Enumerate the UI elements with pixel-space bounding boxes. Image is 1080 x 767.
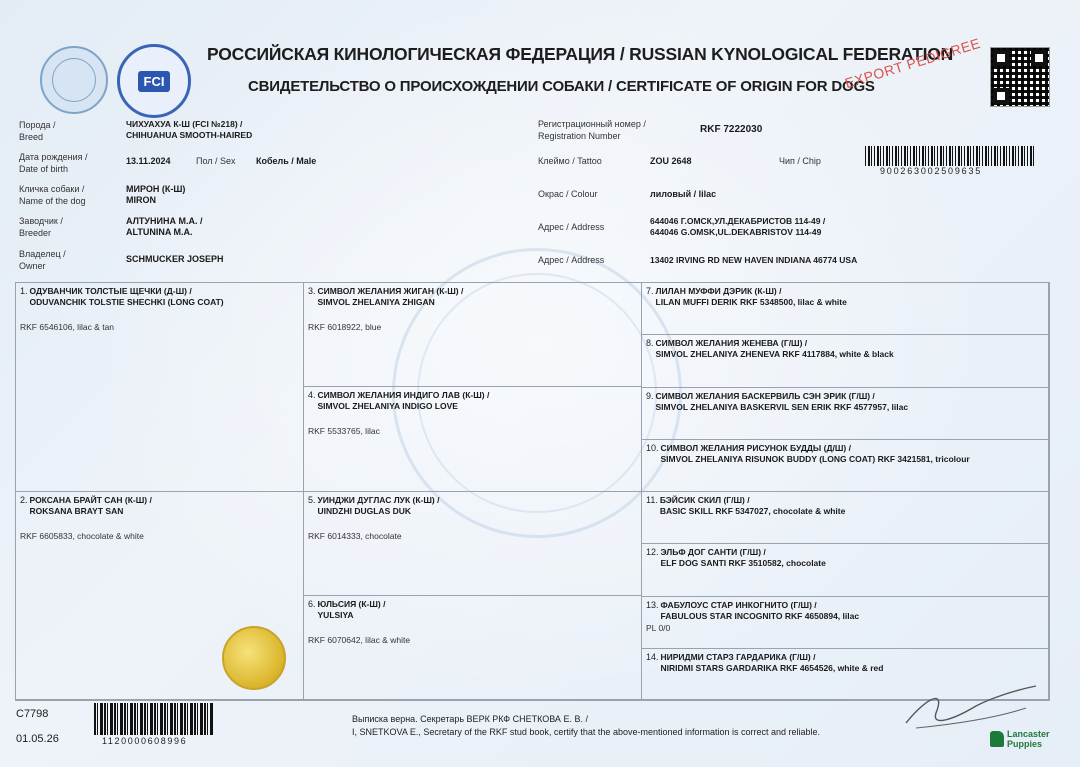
- ancestor-name-en: SIMVOL ZHELANIYA ZHENEVA RKF 4117884, white & black: [655, 349, 894, 359]
- tattoo-label: Клеймо / Tattoo: [538, 156, 602, 166]
- dob-label: Дата рождения / Date of birth: [19, 152, 88, 174]
- ancestor-registration: RKF 6018922, blue: [308, 322, 382, 332]
- certification-en: I, SNETKOVA E., Secretary of the RKF stud book, certify that the above-mentioned information is correct and reliable.: [352, 727, 821, 737]
- sex-value: Кобель / Male: [256, 156, 317, 166]
- ancestor-number: 2.: [20, 495, 28, 505]
- ancestor-name-ru: ЮЛЬСИЯ (К-Ш) /: [317, 599, 386, 609]
- fci-logo: FCI: [117, 44, 191, 118]
- rkf-logo: [40, 46, 108, 114]
- ancestor-number: 7.: [646, 286, 654, 296]
- ancestor-name-ru: СИМВОЛ ЖЕЛАНИЯ ЖИГАН (К-Ш) /: [317, 286, 464, 296]
- registration-label: Регистрационный номер / Registration Number: [538, 119, 646, 141]
- ancestor-name-ru: ФАБУЛОУС СТАР ИНКОГНИТО (Г/Ш) /: [660, 600, 817, 610]
- pedigree-cell: [15, 282, 304, 492]
- ancestor-registration: RKF 6070642, lilac & white: [308, 635, 411, 645]
- export-pedigree-stamp: EXPORT PEDIGREE: [843, 34, 983, 92]
- owner-address-label: Адрес / Address: [538, 255, 605, 265]
- ancestor-registration: RKF 6546106, lilac & tan: [20, 322, 115, 332]
- ancestor-number: 8.: [646, 338, 654, 348]
- ancestor-name-ru: СИМВОЛ ЖЕЛАНИЯ ЖЕНЕВА (Г/Ш) /: [655, 338, 808, 348]
- ancestor-name-en: SIMVOL ZHELANIYA ZHIGAN: [317, 297, 435, 307]
- sex-label: Пол / Sex: [196, 156, 236, 166]
- ancestor-number: 14.: [646, 652, 659, 662]
- pedigree-cell: [641, 491, 1050, 544]
- ancestor-name-en: ELF DOG SANTI RKF 3510582, chocolate: [660, 558, 826, 568]
- chip-label: Чип / Chip: [779, 156, 821, 166]
- ancestor-name-en: YULSIYA: [317, 610, 354, 620]
- pedigree-cell: [303, 282, 642, 387]
- ancestor-number: 11.: [646, 495, 658, 505]
- ancestor-health-note: PL 0/0: [646, 623, 671, 633]
- ancestor-registration: RKF 6014333, chocolate: [308, 531, 402, 541]
- pedigree-cell: [641, 439, 1050, 492]
- pedigree-cell: [303, 491, 642, 596]
- chip-number: 900263002509635: [880, 166, 983, 176]
- ancestor-number: 4.: [308, 390, 316, 400]
- tattoo-value: ZOU 2648: [650, 156, 692, 166]
- ancestor-name-en: SIMVOL ZHELANIYA BASKERVIL SEN ERIK RKF 4577957, lilac: [655, 402, 909, 412]
- dog-icon: [990, 731, 1004, 747]
- ancestor-number: 9.: [646, 391, 654, 401]
- certificate-barcode-icon: [94, 703, 214, 735]
- ancestor-name-ru: БЭЙСИК СКИЛ (Г/Ш) /: [659, 495, 750, 505]
- breeder-label: Заводчик / Breeder: [19, 216, 63, 238]
- owner-address-value: 13402 IRVING RD NEW HAVEN INDIANA 46774 USA: [650, 255, 858, 265]
- document-subtitle: СВИДЕТЕЛЬСТВО О ПРОИСХОЖДЕНИИ СОБАКИ / CERTIFICATE OF ORIGIN FOR DOGS: [248, 78, 875, 95]
- ancestor-name-en: ODUVANCHIK TOLSTIE SHECHKI (LONG COAT): [29, 297, 224, 307]
- ancestor-registration: RKF 6605833, chocolate & white: [20, 531, 144, 541]
- ancestor-name-en: ROKSANA BRAYT SAN: [29, 506, 124, 516]
- ancestor-name-en: SIMVOL ZHELANIYA RISUNOK BUDDY (LONG COAT) RKF 3421581, tricolour: [660, 454, 970, 464]
- qr-code-icon: [990, 47, 1050, 107]
- ancestor-number: 10.: [646, 443, 659, 453]
- ancestor-name-ru: НИРИДМИ СТАРЗ ГАРДАРИКА (Г/Ш) /: [660, 652, 816, 662]
- ancestor-name-ru: СИМВОЛ ЖЕЛАНИЯ ИНДИГО ЛАВ (К-Ш) /: [317, 390, 490, 400]
- pedigree-cell: [641, 543, 1050, 597]
- ancestor-name-en: UINDZHI DUGLAS DUK: [317, 506, 412, 516]
- ancestor-name-en: BASIC SKILL RKF 5347027, chocolate & white: [659, 506, 846, 516]
- dob-value: 13.11.2024: [126, 156, 171, 166]
- pedigree-cell: [303, 595, 642, 701]
- certification-ru: Выписка верна. Секретарь ВЕРК РКФ СНЕТКОВА Е. В. /: [352, 714, 588, 724]
- ancestor-name-ru: ЭЛЬФ ДОГ САНТИ (Г/Ш) /: [660, 547, 766, 557]
- dog-name-label: Кличка собаки / Name of the dog: [19, 184, 86, 206]
- pedigree-cell: [641, 334, 1050, 388]
- colour-value: лиловый / lilac: [650, 189, 717, 199]
- issue-date: 01.05.26: [16, 733, 59, 745]
- ancestor-name-ru: РОКСАНА БРАЙТ САН (К-Ш) /: [29, 495, 152, 505]
- pedigree-cell: [641, 387, 1050, 440]
- ancestor-name-ru: УИНДЖИ ДУГЛАС ЛУК (К-Ш) /: [317, 495, 440, 505]
- dog-name-value: МИРОН (К-Ш) MIRON: [126, 184, 186, 205]
- ancestor-name-en: NIRIDMI STARS GARDARIKA RKF 4654526, white & red: [660, 663, 884, 673]
- ancestor-name-ru: СИМВОЛ ЖЕЛАНИЯ БАСКЕРВИЛЬ СЭН ЭРИК (Г/Ш) /: [655, 391, 875, 401]
- ancestor-number: 3.: [308, 286, 316, 296]
- breeder-address-label: Адрес / Address: [538, 222, 605, 232]
- document-title: РОССИЙСКАЯ КИНОЛОГИЧЕСКАЯ ФЕДЕРАЦИЯ / RUSSIAN KYNOLOGICAL FEDERATION: [207, 44, 954, 64]
- ancestor-name-ru: ОДУВАНЧИК ТОЛСТЫЕ ЩЕЧКИ (Д-Ш) /: [29, 286, 192, 296]
- certificate-code: C7798: [16, 708, 49, 720]
- pedigree-cell: [641, 282, 1050, 335]
- ancestor-name-ru: ЛИЛАН МУФФИ ДЭРИК (К-Ш) /: [655, 286, 782, 296]
- chip-barcode-icon: [865, 146, 1035, 166]
- pedigree-cell: [641, 596, 1050, 649]
- ancestor-name-en: SIMVOL ZHELANIYA INDIGO LOVE: [317, 401, 458, 411]
- owner-value: SCHMUCKER JOSEPH: [126, 254, 224, 264]
- pedigree-table: [15, 282, 1049, 700]
- ancestor-name-en: FABULOUS STAR INCOGNITO RKF 4650894, lilac: [660, 611, 860, 621]
- colour-label: Окрас / Colour: [538, 189, 598, 199]
- ancestor-name-en: LILAN MUFFI DERIK RKF 5348500, lilac & white: [655, 297, 847, 307]
- ancestor-registration: RKF 5533765, lilac: [308, 426, 380, 436]
- ancestor-number: 5.: [308, 495, 316, 505]
- breed-label: Порода / Breed: [19, 120, 56, 142]
- ancestor-name-ru: СИМВОЛ ЖЕЛАНИЯ РИСУНОК БУДДЫ (Д/Ш) /: [660, 443, 851, 453]
- ancestor-number: 6.: [308, 599, 316, 609]
- breeder-value: АЛТУНИНА М.А. / ALTUNINA M.A.: [126, 216, 203, 237]
- breeder-address-value: 644046 Г.ОМСК,УЛ.ДЕКАБРИСТОВ 114-49 / 644046 G.OMSK,UL.DEKABRISTOV 114-49: [650, 216, 826, 237]
- owner-label: Владелец / Owner: [19, 249, 66, 271]
- ancestor-number: 13.: [646, 600, 659, 610]
- registration-number: RKF 7222030: [700, 124, 763, 135]
- lancaster-puppies-logo: Lancaster Puppies: [990, 729, 1050, 749]
- gold-seal-icon: [222, 626, 286, 690]
- pedigree-cell: [303, 386, 642, 492]
- ancestor-number: 12.: [646, 547, 659, 557]
- ancestor-number: 1.: [20, 286, 28, 296]
- barcode-number: 1120000608996: [102, 736, 188, 746]
- breed-value: ЧИХУАХУА К-Ш (FCI №218) / CHIHUAHUA SMOOTH-HAIRED: [126, 119, 253, 140]
